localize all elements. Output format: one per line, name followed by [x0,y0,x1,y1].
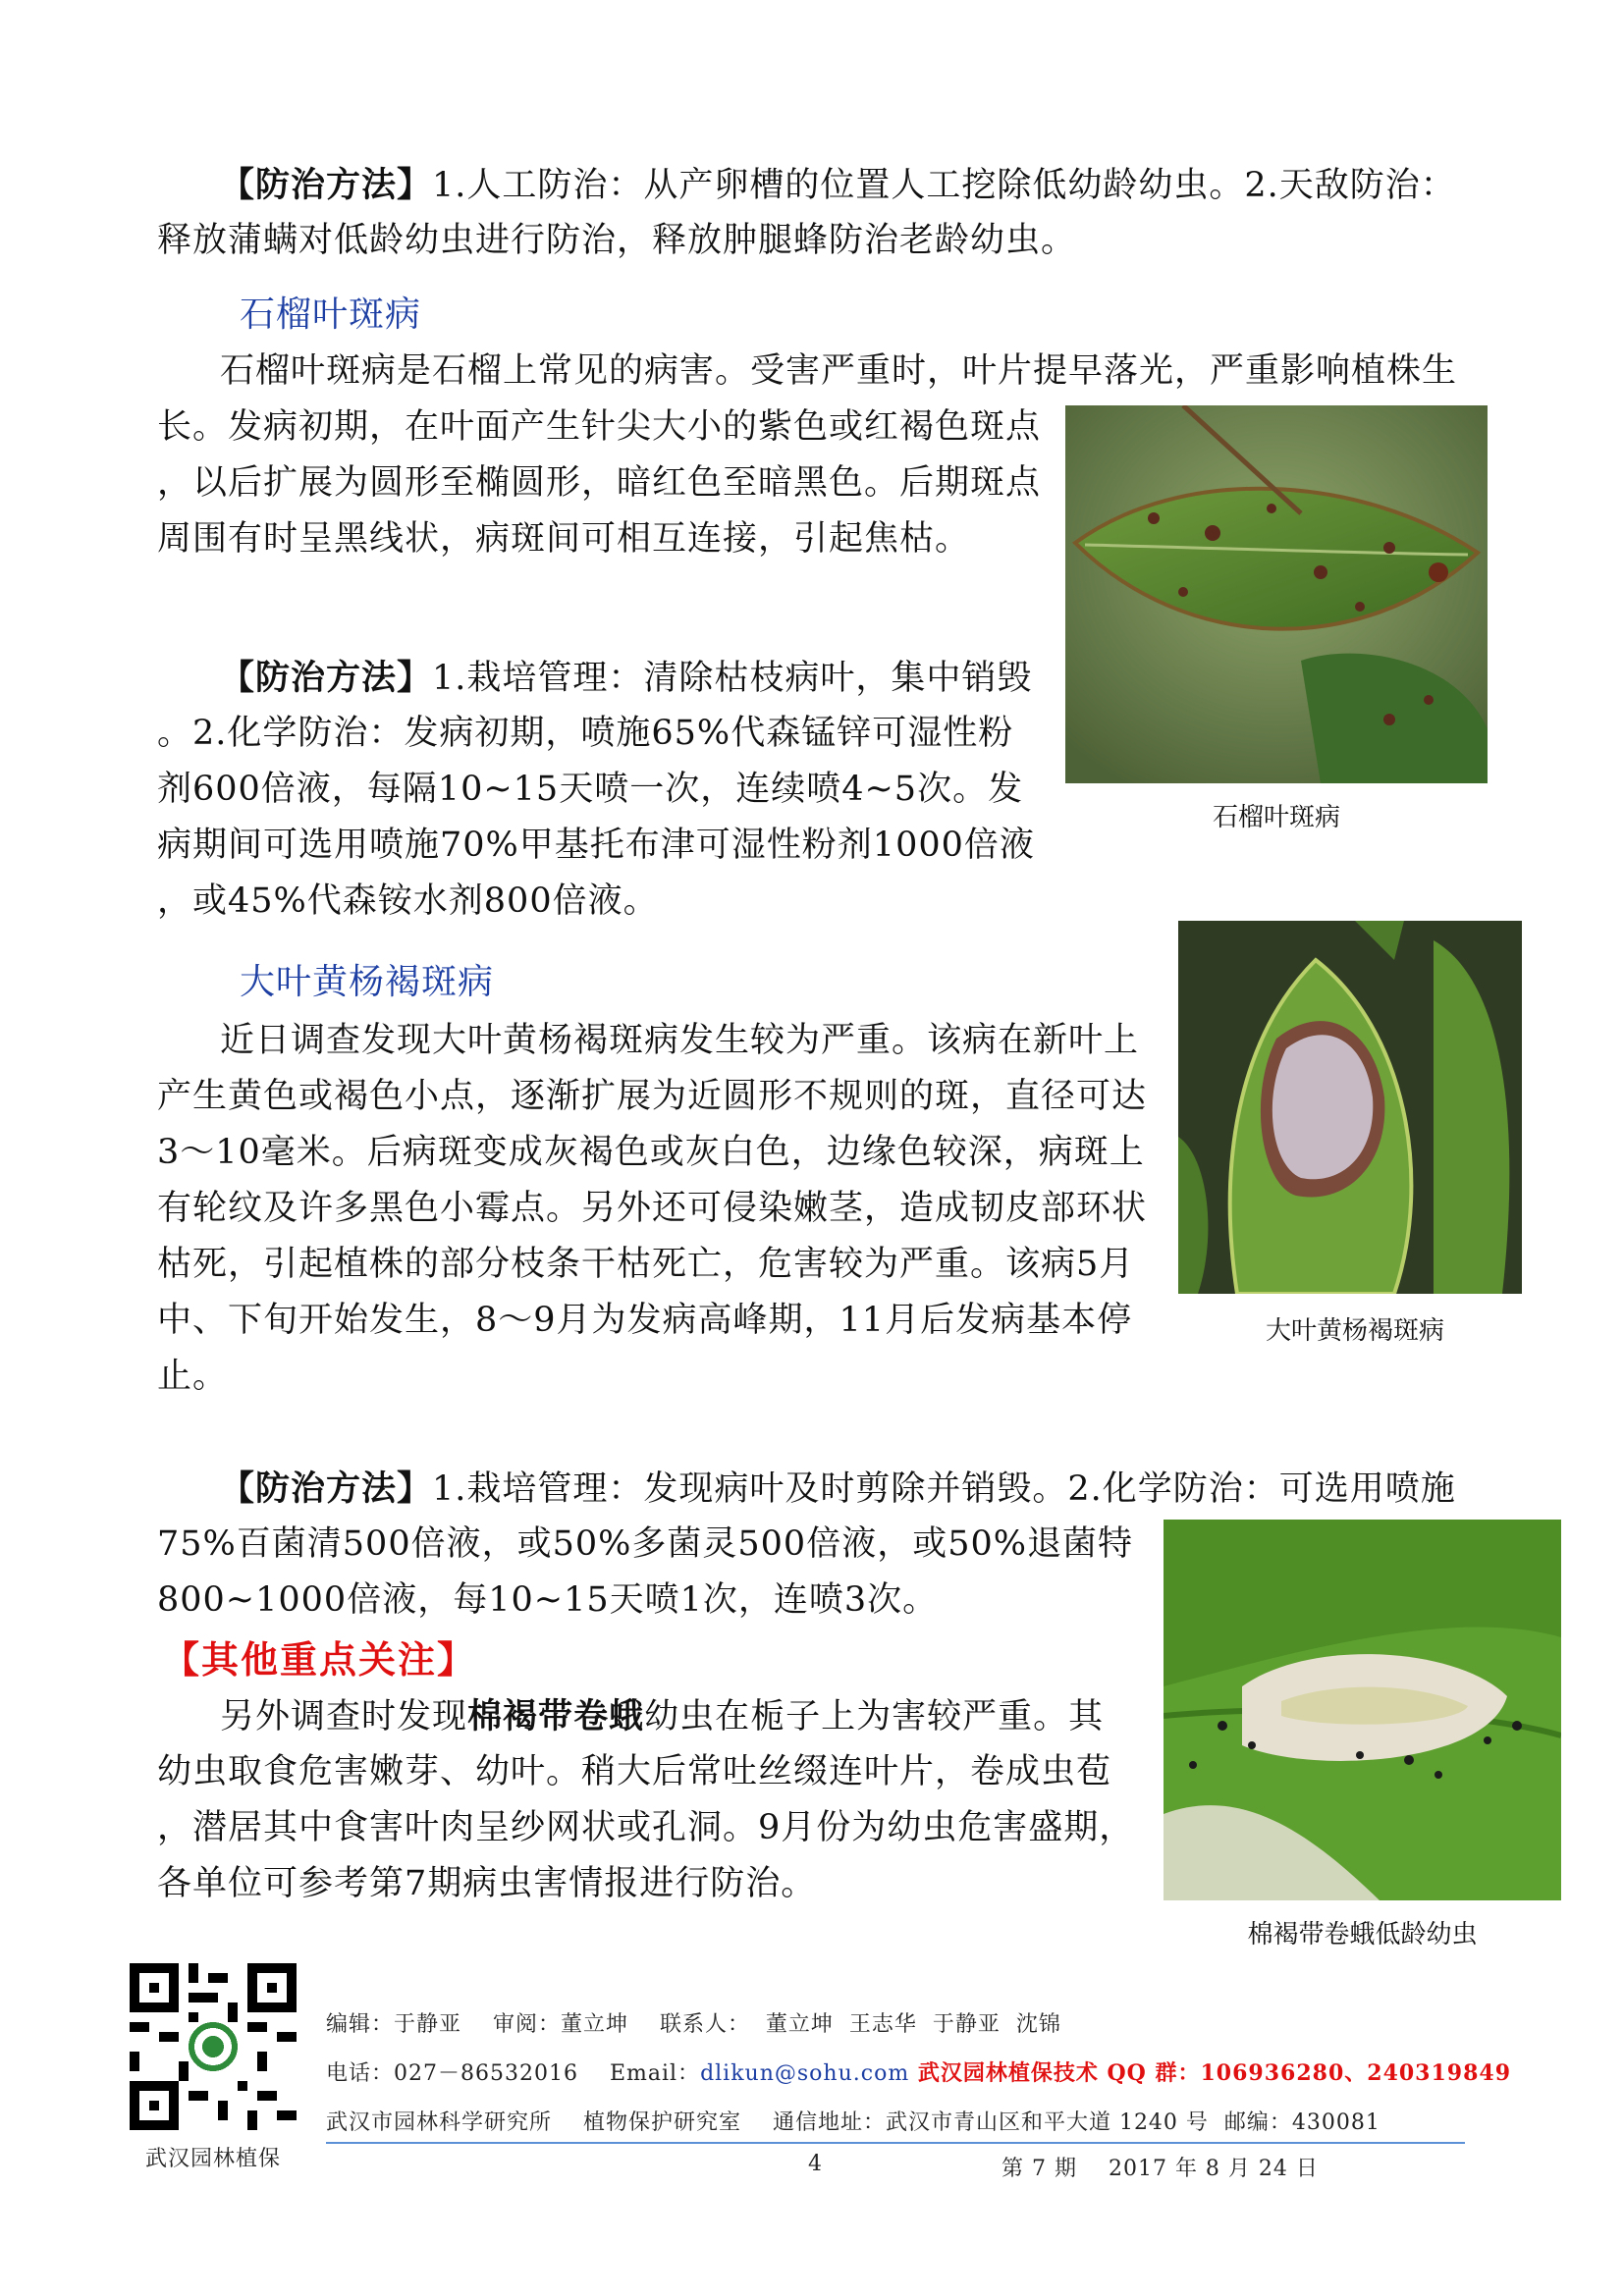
larva-image [1164,1520,1561,1900]
other-line: ，潜居其中食害叶肉呈纱网状或孔洞。9月份为幼虫危害盛期， [157,1808,1135,1847]
boxwood-line: 有轮纹及许多黑色小霉点。另外还可侵染嫩茎，造成韧皮部环状 [157,1189,1148,1228]
other-line: 各单位可参考第7期病虫害情报进行防治。 [157,1864,817,1903]
control-prefix: 【防治方法】 [220,165,433,205]
qr-label: 武汉园林植保 [145,2147,282,2171]
boxwood-line: 枯死，引起植株的部分枝条干枯死亡，危害较为严重。该病5月 [157,1245,1135,1284]
other-heading: 【其他重点关注】 [162,1638,477,1682]
qr-code-icon [130,1963,297,2130]
boxwood-line: 近日调查发现大叶黄杨褐斑病发生较为严重。该病在新叶上 [220,1021,1140,1060]
pest-name: 带 [538,1696,574,1736]
pomegranate-line: ，以后扩展为圆形至椭圆形，暗红色至暗黑色。后期斑点 [157,463,1042,503]
pomegranate-line: 周围有时呈黑线状，病斑间可相互连接，引起焦枯。 [157,519,971,559]
pomegranate-control-line: 病期间可选用喷施70%甲基托布津可湿性粉剂1000倍液 [157,826,1035,865]
pomegranate-control-line: 剂600倍液，每隔10~15天喷一次，连续喷4~5次。发 [157,770,1024,809]
pomegranate-control-line: 。2.化学防治：发病初期，喷施65%代森锰锌可湿性粉 [157,714,1014,753]
boxwood-line: 3～10毫米。后病斑变成灰褐色或灰白色，边缘色较深，病斑上 [157,1133,1145,1172]
email-link[interactable]: dlikun@sohu.com [700,2061,910,2086]
boxwood-control-line: 【防治方法】1.栽培管理：发现病叶及时剪除并销毁。2.化学防治：可选用喷施 [220,1468,1456,1509]
pomegranate-caption: 石榴叶斑病 [1212,803,1340,832]
boxwood-line: 产生黄色或褐色小点，逐渐扩展为近圆形不规则的斑，直径可达 [157,1077,1148,1116]
other-line: 另外调查时发现棉褐带卷蛾幼虫在栀子上为害较严重。其 [220,1696,1105,1736]
larva-caption: 棉褐带卷蛾低龄幼虫 [1247,1920,1478,1949]
boxwood-heading: 大叶黄杨褐斑病 [240,962,495,1002]
section1-line: 释放蒲螨对低龄幼虫进行防治，释放肿腿蜂防治老龄幼虫。 [157,221,1077,260]
pomegranate-heading: 石榴叶斑病 [240,294,422,335]
issue-info: 第 7 期 2017 年 8 月 24 日 [1001,2157,1319,2181]
boxwood-leaf-photo [1178,921,1522,1294]
leaf-spot-image [1065,405,1488,783]
pomegranate-leaf-photo [1065,405,1488,783]
brown-spot-image [1178,921,1522,1294]
pomegranate-control-line: ，或45%代森铵水剂800倍液。 [157,881,659,921]
pest-name: 卷 [573,1696,610,1736]
qr-code [130,1963,297,2130]
footer-rule [326,2142,1465,2144]
boxwood-line: 中、下旬开始发生，8～9月为发病高峰期，11月后发病基本停 [157,1301,1133,1340]
boxwood-caption: 大叶黄杨褐斑病 [1265,1316,1444,1346]
page-number: 4 [808,2152,823,2176]
moth-larva-photo [1164,1520,1561,1900]
pomegranate-line: 石榴叶斑病是石榴上常见的病害。受害严重时，叶片提早落光，严重影响植株生 [220,351,1458,391]
boxwood-line: 止。 [157,1357,229,1396]
boxwood-control-line: 75%百菌清500倍液，或50%多菌灵500倍液，或50%退菌特 [157,1524,1133,1564]
control-prefix: 【防治方法】 [220,658,433,698]
qq-group: 武汉园林植保技术 QQ 群：106936280、240319849 [909,2060,1512,2086]
pest-name: 褐 [503,1696,539,1736]
pomegranate-line: 长。发病初期，在叶面产生针尖大小的紫色或红褐色斑点 [157,407,1042,447]
control-prefix: 【防治方法】 [220,1468,433,1509]
pomegranate-control-line: 【防治方法】1.栽培管理：清除枯枝病叶，集中销毁 [220,658,1033,698]
footer-contact: 电话：027－86532016 Email：dlikun@sohu.com 武汉园林植保技术 QQ 群：106936280、240319849 [326,2060,1512,2086]
boxwood-control-line: 800~1000倍液，每10~15天喷1次，连喷3次。 [157,1580,939,1620]
pest-name: 棉 [467,1696,504,1736]
section1-line: 【防治方法】1.人工防治：从产卵槽的位置人工挖除低幼龄幼虫。2.天敌防治： [220,165,1456,205]
footer-address: 武汉市园林科学研究所 植物保护研究室 通信地址：武汉市青山区和平大道 1240 号 邮编：430081 [326,2110,1380,2135]
pest-name: 蛾 [609,1696,645,1736]
other-line: 幼虫取食危害嫩芽、幼叶。稍大后常吐丝缀连叶片，卷成虫苞 [157,1752,1112,1791]
footer-editors: 编辑：于静亚 审阅：董立坤 联系人： 董立坤 王志华 于静亚 沈锦 [326,2012,1061,2037]
